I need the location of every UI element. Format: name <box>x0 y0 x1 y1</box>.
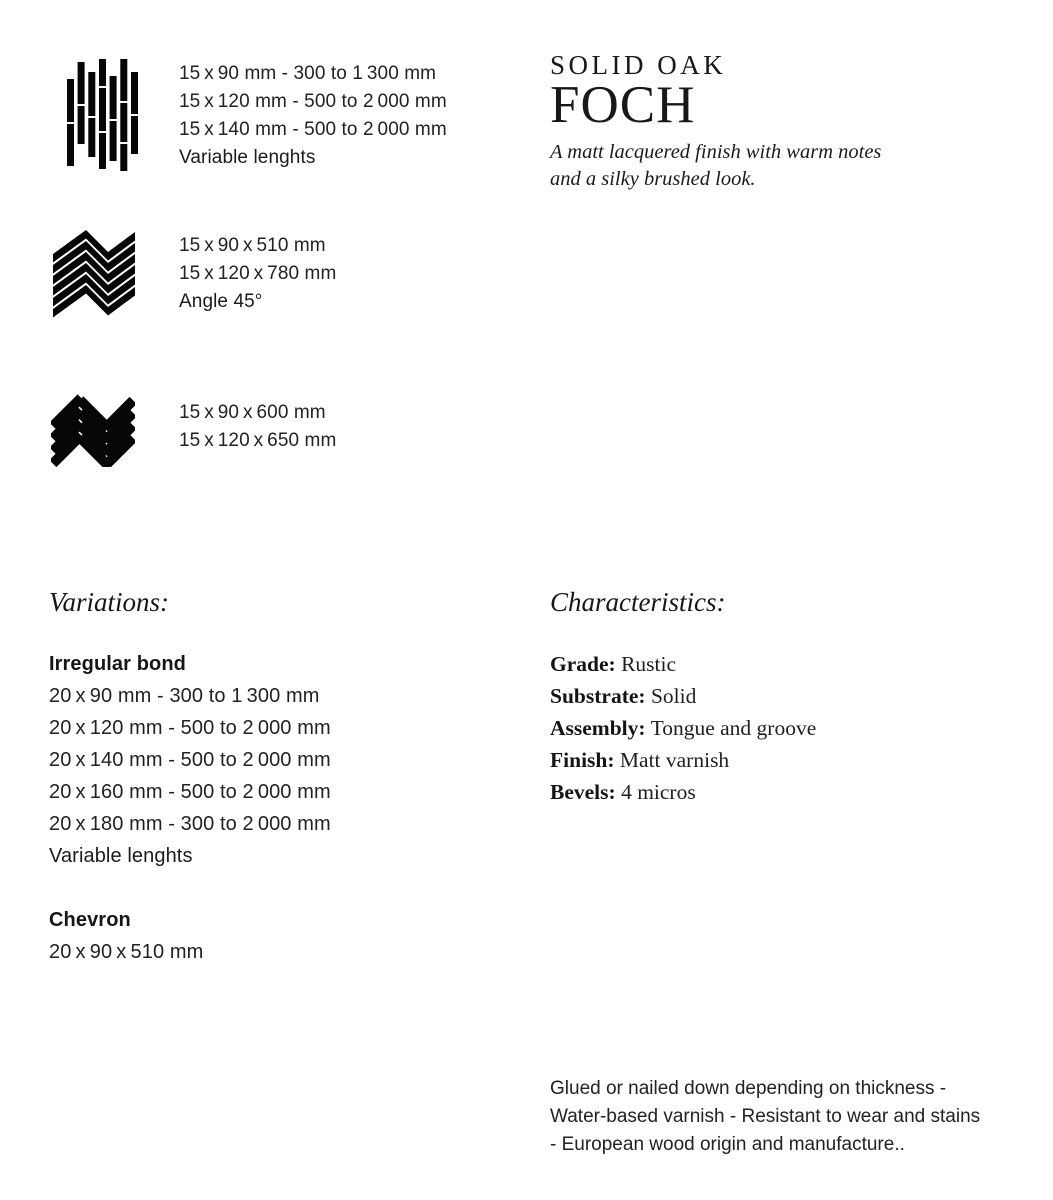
characteristic-label: Bevels: <box>550 780 616 804</box>
product-description <box>550 139 881 193</box>
installation-footnote <box>550 1075 990 1159</box>
characteristic-row <box>550 680 816 712</box>
spec-note: Variable lenghts <box>179 147 316 168</box>
variations-list <box>49 648 331 968</box>
variation-note: Variable lenghts <box>49 845 193 867</box>
variation-line: 20 x 180 mm - 300 to 2 000 mm <box>49 813 331 835</box>
variation-line: 20 x 140 mm - 500 to 2 000 mm <box>49 749 331 771</box>
characteristic-label: Grade: <box>550 652 616 676</box>
spec-line: 15 x 140 mm - 500 to 2 000 mm <box>179 119 447 140</box>
spec-line: 15 x 120 x 780 mm <box>179 263 337 284</box>
description-line: A matt lacquered finish with warm notes <box>550 141 882 163</box>
format-specs-herringbone <box>179 399 336 455</box>
characteristic-value: Tongue and groove <box>650 716 817 740</box>
format-specs-irregular-bond <box>179 60 447 172</box>
characteristic-value: Rustic <box>621 652 677 676</box>
spacer <box>49 872 331 904</box>
characteristic-label: Assembly: <box>550 716 646 740</box>
characteristics-list <box>550 648 816 808</box>
variation-group-title: Irregular bond <box>49 653 186 675</box>
characteristic-value: 4 micros <box>621 780 696 804</box>
variation-group-title: Chevron <box>49 909 131 931</box>
characteristic-row <box>550 712 816 744</box>
variation-line: 20 x 90 mm - 300 to 1 300 mm <box>49 685 320 707</box>
footnote-line: Glued or nailed down depending on thickness - <box>550 1078 947 1099</box>
characteristic-label: Substrate: <box>550 684 646 708</box>
characteristic-row <box>550 776 816 808</box>
irregular-bond-icon <box>67 59 138 172</box>
characteristic-row <box>550 744 816 776</box>
variations-heading: Variations: <box>49 587 170 617</box>
spec-line: 15 x 90 mm - 300 to 1 300 mm <box>179 63 437 84</box>
spec-line: 15 x 90 x 600 mm <box>179 402 326 423</box>
characteristic-value: Solid <box>650 684 697 708</box>
format-specs-chevron <box>179 232 336 316</box>
footnote-line: Water-based varnish - Resistant to wear and stains <box>550 1106 981 1127</box>
characteristics-heading: Characteristics: <box>550 587 726 617</box>
spec-line: 15 x 120 mm - 500 to 2 000 mm <box>179 91 447 112</box>
chevron-icon <box>53 230 135 318</box>
product-name: FOCH <box>550 76 696 134</box>
collection-name: SOLID OAK <box>550 50 727 80</box>
characteristic-value: Matt varnish <box>619 748 730 772</box>
spec-line: 15 x 90 x 510 mm <box>179 235 326 256</box>
characteristic-label: Finish: <box>550 748 615 772</box>
characteristic-row <box>550 648 816 680</box>
variation-line: 20 x 90 x 510 mm <box>49 941 204 963</box>
footnote-line: - European wood origin and manufacture.. <box>550 1134 905 1155</box>
spec-note: Angle 45° <box>179 291 263 312</box>
variation-line: 20 x 120 mm - 500 to 2 000 mm <box>49 717 331 739</box>
brand-header <box>550 49 881 193</box>
variation-line: 20 x 160 mm - 500 to 2 000 mm <box>49 781 331 803</box>
description-line: and a silky brushed look. <box>550 168 756 190</box>
spec-line: 15 x 120 x 650 mm <box>179 430 337 451</box>
herringbone-icon <box>51 391 135 467</box>
